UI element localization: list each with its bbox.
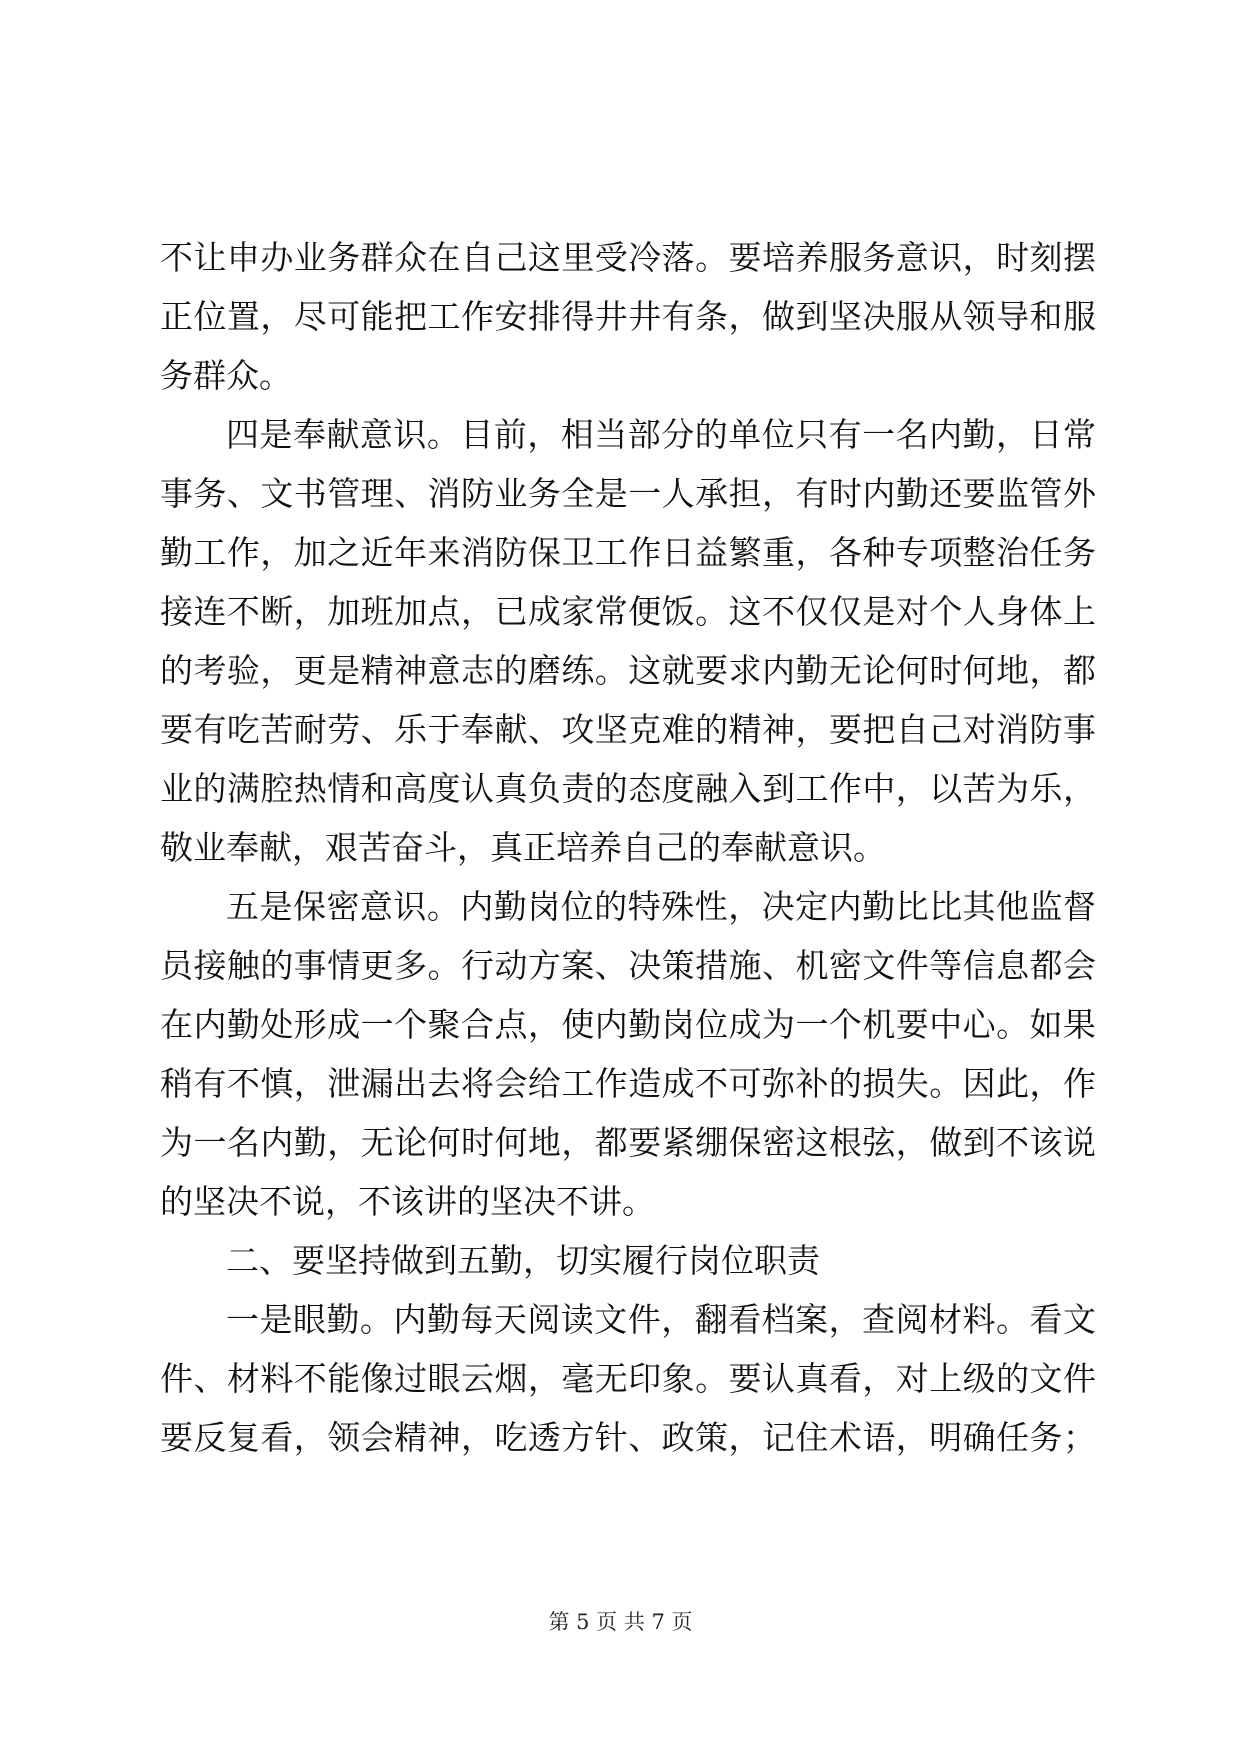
text-line: 务群众。 — [160, 356, 292, 395]
text-line: 员接触的事情更多。行动方案、决策措施、机密文件等信息都会 — [160, 946, 1096, 985]
document-body — [160, 228, 1096, 1467]
text-line: 稍有不慎，泄漏出去将会给工作造成不可弥补的损失。因此，作 — [160, 1064, 1096, 1103]
text-line: 为一名内勤，无论何时何地，都要紧绷保密这根弦，做到不该说 — [160, 1123, 1096, 1162]
text-line: 的考验，更是精神意志的磨练。这就要求内勤无论何时何地，都 — [160, 651, 1096, 690]
text-line: 接连不断，加班加点，已成家常便饭。这不仅仅是对个人身体上 — [160, 592, 1096, 631]
text-line: 事务、文书管理、消防业务全是一人承担，有时内勤还要监管外 — [160, 474, 1096, 513]
paragraph-start-line: 五是保密意识。内勤岗位的特殊性，决定内勤比比其他监督 — [226, 887, 1096, 926]
section-heading: 二、要坚持做到五勤，切实履行岗位职责 — [226, 1241, 820, 1280]
text-line: 不让申办业务群众在自己这里受冷落。要培养服务意识，时刻摆 — [160, 238, 1096, 277]
text-line: 正位置，尽可能把工作安排得井井有条，做到坚决服从领导和服 — [160, 297, 1096, 336]
text-line: 的坚决不说，不该讲的坚决不讲。 — [160, 1182, 655, 1221]
text-line: 要反复看，领会精神，吃透方针、政策，记住术语，明确任务； — [160, 1418, 1096, 1457]
text-line: 业的满腔热情和高度认真负责的态度融入到工作中，以苦为乐， — [160, 769, 1096, 808]
page-number-footer: 第 5 页 共 7 页 — [548, 1610, 693, 1634]
text-line: 要有吃苦耐劳、乐于奉献、攻坚克难的精神，要把自己对消防事 — [160, 710, 1096, 749]
paragraph-start-line: 一是眼勤。内勤每天阅读文件，翻看档案，查阅材料。看文 — [226, 1300, 1096, 1339]
text-line: 件、材料不能像过眼云烟，毫无印象。要认真看，对上级的文件 — [160, 1359, 1096, 1398]
paragraph-start-line: 四是奉献意识。目前，相当部分的单位只有一名内勤，日常 — [226, 415, 1096, 454]
text-line: 在内勤处形成一个聚合点，使内勤岗位成为一个机要中心。如果 — [160, 1005, 1096, 1044]
text-line: 敬业奉献，艰苦奋斗，真正培养自己的奉献意识。 — [160, 828, 886, 867]
text-line: 勤工作，加之近年来消防保卫工作日益繁重，各种专项整治任务 — [160, 533, 1096, 572]
